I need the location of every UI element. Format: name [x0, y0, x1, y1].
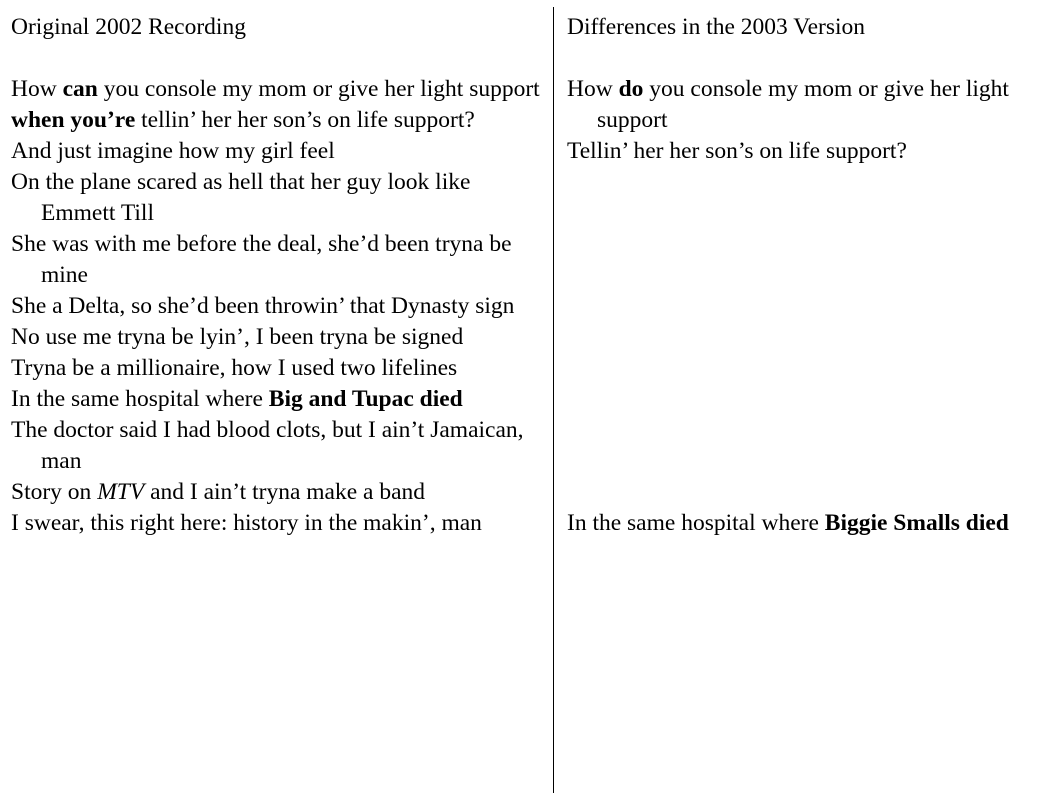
- lyric-line: [11, 105, 541, 136]
- lyric-line: [11, 477, 541, 508]
- lyric-text: She a Delta, so she’d been throwin’ that Dynasty sign: [11, 293, 515, 319]
- column-divider: [553, 7, 554, 793]
- lyric-text: Tryna be a millionaire, how I used two lifelines: [11, 355, 458, 381]
- lyric-text: I swear, this right here: history in the makin’, man: [11, 510, 482, 536]
- lyric-text: tellin’ her her son’s on life support?: [135, 107, 475, 133]
- lyric-line: [11, 291, 541, 322]
- lyric-text: How: [567, 76, 619, 102]
- differences-column: [567, 12, 1051, 539]
- lyric-line: [11, 136, 541, 167]
- differences-gap: [567, 167, 1051, 508]
- differences-lyrics-later: [567, 508, 1051, 539]
- lyric-text: you console my mom or give her light support: [597, 76, 1009, 133]
- differences-heading: Differences in the 2003 Version: [567, 14, 866, 40]
- bold-text: when you’re: [11, 107, 136, 133]
- lyric-text: No use me tryna be lyin’, I been tryna be signed: [11, 324, 464, 350]
- differences-lyrics: [567, 74, 1051, 167]
- lyric-text: Story on: [11, 479, 98, 505]
- original-heading: Original 2002 Recording: [11, 14, 246, 40]
- lyric-line: [567, 136, 1051, 167]
- lyric-text: On the plane scared as hell that her guy look like Emmett Till: [11, 169, 471, 226]
- italic-text: MTV: [97, 479, 145, 505]
- lyric-text: Tellin’ her her son’s on life support?: [567, 138, 907, 164]
- lyric-line: [11, 167, 541, 229]
- original-column: [11, 12, 541, 539]
- lyric-text: and I ain’t tryna make a band: [144, 479, 425, 505]
- bold-text: do: [618, 76, 644, 102]
- lyric-line: [11, 74, 541, 105]
- bold-text: Big and Tupac died: [268, 386, 463, 412]
- original-lyrics: [11, 74, 541, 539]
- lyric-text: She was with me before the deal, she’d been tryna be mine: [11, 231, 512, 288]
- lyric-line: [567, 74, 1051, 136]
- bold-text: Biggie Smalls died: [824, 510, 1009, 536]
- lyric-text: And just imagine how my girl feel: [11, 138, 335, 164]
- lyric-line: [11, 229, 541, 291]
- lyric-text: In the same hospital where: [11, 386, 269, 412]
- lyric-text: you console my mom or give her light support: [97, 76, 540, 102]
- lyric-text: In the same hospital where: [567, 510, 825, 536]
- lyric-line: [11, 353, 541, 384]
- bold-text: can: [62, 76, 98, 102]
- lyric-line: [11, 322, 541, 353]
- lyric-text: How: [11, 76, 63, 102]
- lyric-line: [11, 415, 541, 477]
- lyric-line: [567, 508, 1051, 539]
- lyric-text: The doctor said I had blood clots, but I ain’t Jamaican, man: [11, 417, 524, 474]
- lyric-line: [11, 508, 541, 539]
- lyric-line: [11, 384, 541, 415]
